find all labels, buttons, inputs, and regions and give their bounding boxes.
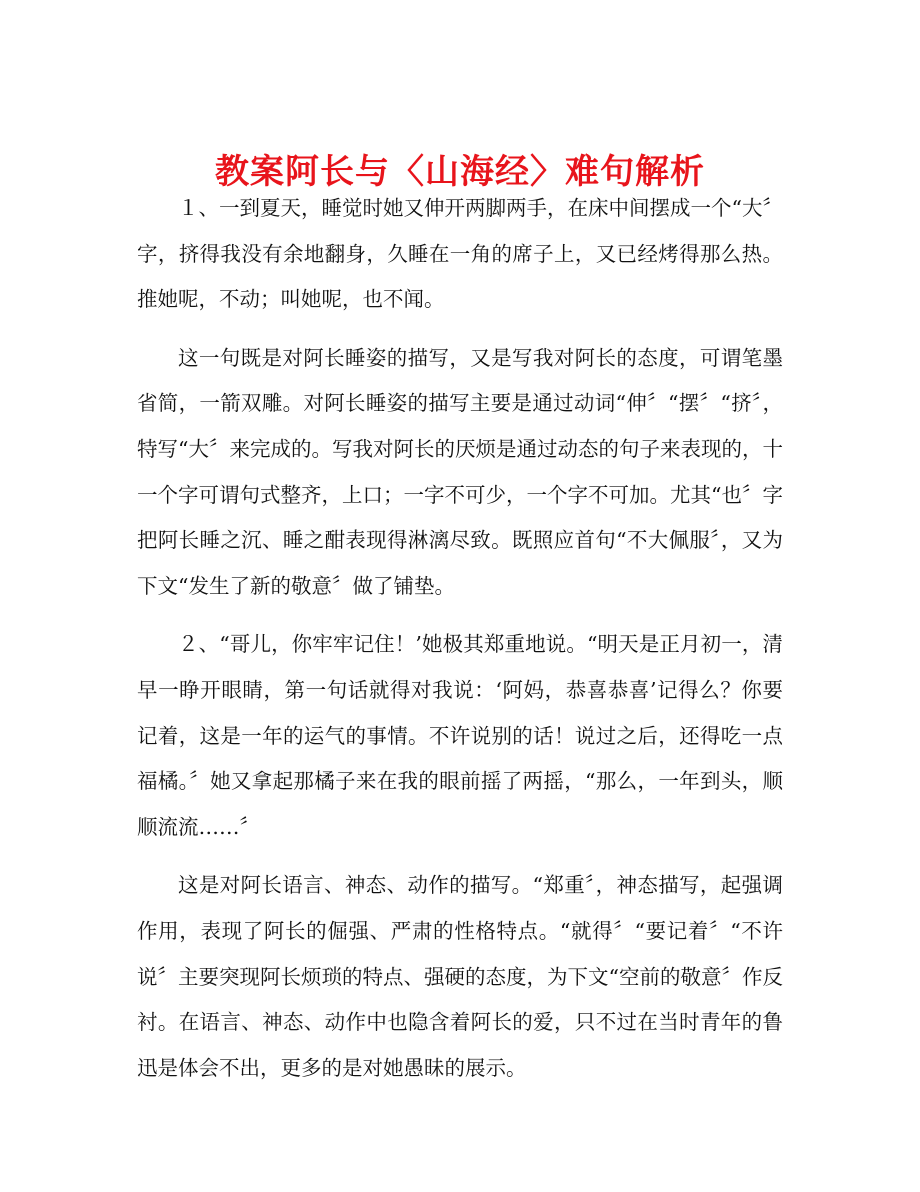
document-body [137, 186, 783, 1104]
document-title: 教案阿长与〈山海经〉难句解析 [215, 151, 705, 192]
paragraph-1: １、一到夏天，睡觉时她又伸开两脚两手，在床中间摆成一个“大〞字，挤得我没有余地翻身，久睡在一角的席子上，又已经烤得那么热。推她呢，不动；叫她呢，也不闻。 [137, 196, 783, 312]
paragraph-3: ２、“哥儿，你牢牢记住！’她极其郑重地说。“明天是正月初一，清早一睁开眼睛，第一句话就得对我说：‘阿妈，恭喜恭喜’记得么？你要记着，这是一年的运气的事情。不许说别的话！说过之后，还得吃一点福橘。〞她又拿起那橘子来在我的眼前摇了两摇，“那么，一年到头，顺顺流流……〞 [137, 632, 783, 839]
paragraph-2: 这一句既是对阿长睡姿的描写，又是写我对阿长的态度，可谓笔墨省简，一箭双雕。对阿长睡姿的描写主要是通过动词“伸〞“摆〞“挤〞，特写“大〞来完成的。写我对阿长的厌烦是通过动态的句子来表现的，十一个字可谓句式整齐，上口；一字不可少，一个字不可加。尤其“也〞字把阿长睡之沉、睡之酣表现得淋漓尽致。既照应首句“不大佩服〞，又为下文“发生了新的敬意〞做了铺垫。 [137, 345, 783, 598]
paragraph-4: 这是对阿长语言、神态、动作的描写。“郑重〞，神态描写，起强调作用，表现了阿长的倔强、严肃的性格特点。“就得〞“要记着〞“不许说〞主要突现阿长烦琐的特点、强硬的态度，为下文“空前的敬意〞作反衬。在语言、神态、动作中也隐含着阿长的爱，只不过在当时青年的鲁迅是体会不出，更多的是对她愚昧的展示。 [137, 873, 783, 1080]
